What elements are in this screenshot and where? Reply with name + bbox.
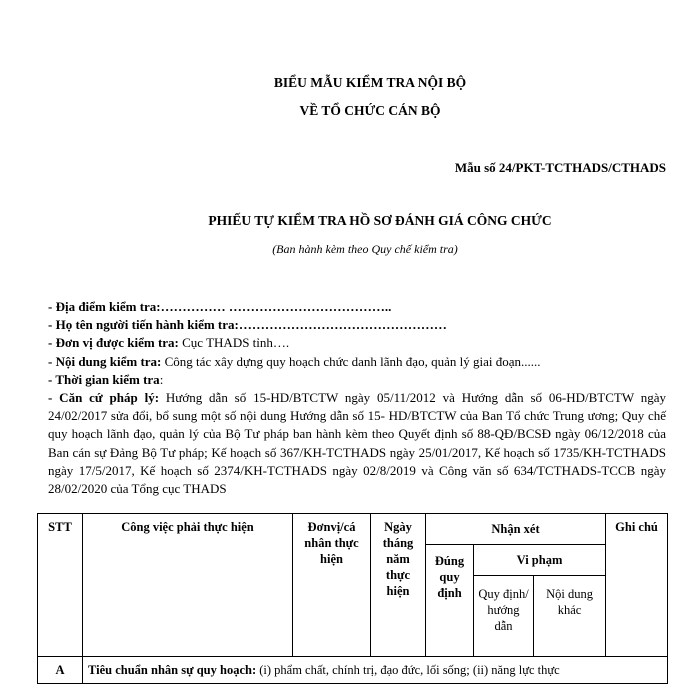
document-subtitle: (Ban hành kèm theo Quy chế kiểm tra) [272, 242, 458, 256]
header-violation: Vi phạm [474, 545, 606, 576]
form-code: Mẫu số 24/PKT-TCTHADS/CTHADS [454, 160, 666, 175]
row-a-stt: A [38, 657, 83, 684]
header-remarks: Nhận xét [426, 514, 606, 545]
field-legal-value: Hướng dẫn số 15-HD/BTCTW ngày 05/11/2012 và Hướng dẫn số 06-HD/BTCTW ngày 24/02/2017 sửa đổi, bổ sung một số nội dung Hướng dẫn số 15- HD/BTCTW của Ban Tổ chức Trung ương; Quy chế quy hoạch lãnh đạo, quản lý của Bộ Tư pháp ban hành kèm theo Quyết định số 88-QĐ/BCSĐ ngày 06/12/2018 của Ban cán sự Đảng Bộ Tư pháp; Kế hoạch số 367/KH-TCTHADS ngày 25/01/2017, Kế hoạch số 1735/KH-TCTHADS ngày 17/5/2017, Kế hoạch số 2374/KH-TCTHADS ngày 02/8/2019 và Công văn số 634/TCTHADS-TCCB ngày 28/02/2020 của Tổng cục THADS [48, 390, 666, 497]
table-header-row [38, 514, 668, 545]
field-inspector [48, 316, 666, 334]
document-title: PHIẾU TỰ KIỂM TRA HỒ SƠ ĐÁNH GIÁ CÔNG CHỨC [208, 213, 552, 228]
header-note: Ghi chú [606, 514, 668, 657]
header-task: Công việc phải thực hiện [83, 514, 293, 657]
field-unit [48, 334, 666, 352]
field-location-label: - Địa điểm kiểm tra: [48, 299, 161, 314]
field-legal-label: - Căn cứ pháp lý: [48, 390, 160, 406]
checklist-table [37, 513, 668, 684]
field-content-value: Công tác xây dựng quy hoạch chức danh lãnh đạo, quản lý giai đoạn...... [161, 353, 541, 369]
field-unit-label: - Đơn vị được kiểm tra: [48, 335, 179, 351]
field-legal-basis [48, 389, 666, 498]
header-date: Ngày tháng năm thực hiện [371, 514, 426, 657]
field-time [48, 371, 666, 389]
field-inspector-label: - Họ tên người tiến hành kiểm tra: [48, 317, 239, 333]
table-row [38, 657, 668, 684]
header-line-2: VỀ TỔ CHỨC CÁN BỘ [299, 103, 441, 118]
row-a-content [83, 657, 668, 684]
field-content [48, 353, 666, 371]
header-unit: Đơnvị/cá nhân thực hiện [293, 514, 371, 657]
header-correct: Đúng quy định [426, 545, 474, 657]
header-other: Nội dung khác [534, 576, 606, 657]
field-unit-value: Cục THADS tỉnh…. [178, 335, 290, 351]
field-time-value: : [159, 371, 164, 387]
row-a-label: Tiêu chuẩn nhân sự quy hoạch: [88, 663, 257, 677]
field-location [48, 298, 666, 316]
header-rule: Quy định/ hướng dẫn [474, 576, 534, 657]
field-inspector-value: ………………………………………… [238, 317, 447, 333]
field-location-value: …………… ……………………………….. [160, 299, 392, 314]
info-fields [48, 298, 666, 498]
header-stt: STT [38, 514, 83, 657]
row-a-text: (i) phẩm chất, chính trị, đạo đức, lối sống; (ii) năng lực thực [256, 663, 560, 677]
field-content-label: - Nội dung kiểm tra: [48, 353, 162, 369]
header-line-1: BIỂU MẪU KIỂM TRA NỘI BỘ [273, 75, 467, 90]
field-time-label: - Thời gian kiểm tra [48, 371, 160, 387]
